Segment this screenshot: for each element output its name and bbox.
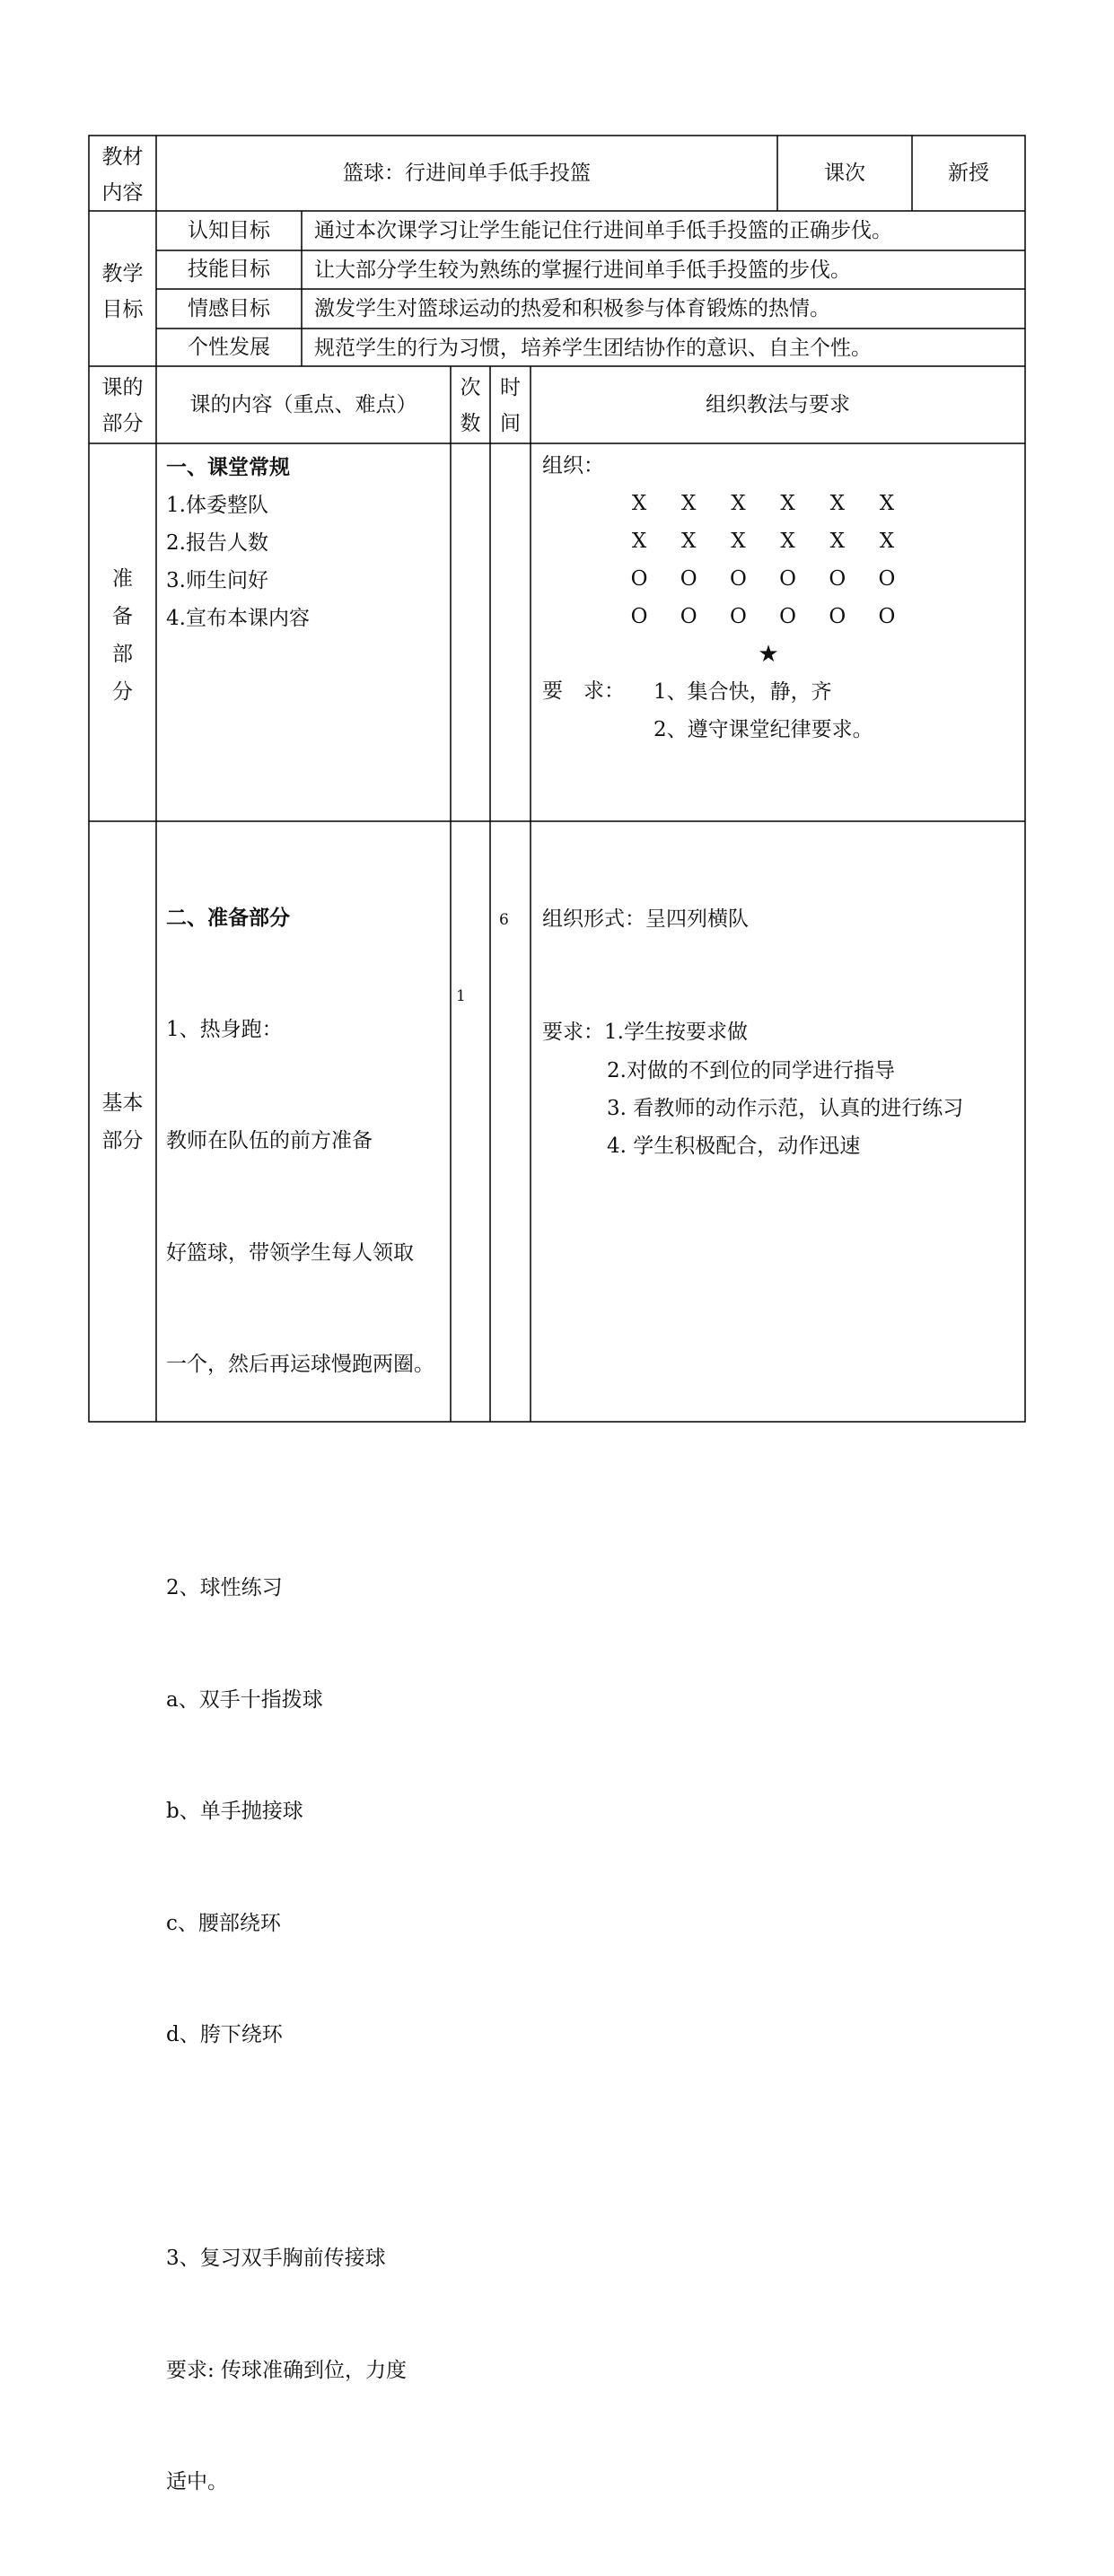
objectives-label-line: 目标 — [101, 298, 144, 321]
section1-item: 4.宣布本课内容 — [166, 607, 310, 630]
formation-mark: O — [729, 605, 747, 628]
column-header-method: 组织教法与要求 — [706, 392, 850, 416]
column-header-count-line: 数 — [460, 412, 481, 435]
section2-line: 2、球性练习 — [166, 1576, 283, 1599]
objective-label-affective: 情感目标 — [188, 296, 270, 320]
column-header-time-line: 时 — [500, 376, 521, 399]
formation-mark: X — [731, 530, 746, 553]
column-header-count-line: 次 — [460, 376, 481, 399]
section2-line: 1、热身跑： — [166, 1017, 283, 1041]
section2-line: 3、复习双手胸前传接球 — [166, 2247, 386, 2270]
section2-requirement: 3. 看教师的动作示范，认真的进行练习 — [607, 1097, 964, 1120]
section1-part-char: 准 — [112, 567, 133, 591]
formation-mark: O — [729, 567, 747, 591]
column-header-part-line: 部分 — [101, 412, 144, 435]
section1-part-char: 部 — [112, 643, 133, 666]
section2-part-label-line: 基本 — [101, 1091, 144, 1115]
formation-mark: O — [829, 567, 846, 591]
teacher-star-icon: ★ — [758, 641, 779, 668]
section1-org-label: 组织： — [542, 454, 604, 478]
section1-item: 3.师生问好 — [166, 569, 268, 592]
formation-row — [628, 486, 898, 522]
section2-line: 要求: 传球准确到位，力度 — [166, 2358, 408, 2382]
formation-row — [628, 523, 898, 560]
section2-line — [166, 1459, 449, 1496]
section2-requirement: 4. 学生积极配合，动作迅速 — [607, 1135, 861, 1158]
formation-mark: X — [879, 530, 895, 553]
formation-mark: O — [878, 567, 896, 591]
section1-requirements — [653, 673, 1013, 749]
objective-text-cognitive: 通过本次课学习让学生能记住行进间单手低手投篮的正确步伐。 — [314, 219, 892, 242]
formation-mark: O — [779, 567, 796, 591]
section2-line: 一个，然后再运球慢跑两圈。 — [166, 1353, 434, 1376]
section2-line: a、双手十指拨球 — [166, 1687, 323, 1712]
section1-item: 1.体委整队 — [166, 494, 268, 517]
column-header-time — [490, 370, 531, 442]
section2-requirements — [607, 1052, 1020, 1165]
section2-heading: 二、准备部分 — [166, 906, 290, 930]
formation-row — [628, 599, 898, 635]
section1-heading: 一、课堂常规 — [166, 455, 290, 479]
formation-mark: X — [681, 530, 697, 553]
formation-mark: X — [780, 530, 795, 553]
column-header-content: 课的内容（重点、难点） — [189, 392, 417, 416]
section2-requirement: 2.对做的不到位的同学进行指导 — [607, 1059, 895, 1082]
column-header-count — [451, 370, 490, 442]
column-header-part-line: 课的 — [101, 376, 144, 399]
formation-mark: O — [680, 605, 697, 628]
section1-part-label — [89, 560, 156, 711]
section1-part-char: 分 — [112, 680, 133, 704]
column-header-time-line: 间 — [500, 412, 521, 435]
section1-content — [166, 449, 449, 637]
objective-label-skill: 技能目标 — [188, 258, 270, 281]
formation-mark: X — [631, 530, 647, 553]
formation-mark: X — [829, 530, 845, 553]
section2-line: c、腰部绕环 — [166, 1911, 281, 1935]
section1-req-label: 要 求： — [542, 679, 625, 703]
formation-mark: X — [829, 492, 845, 515]
section2-time: 6 — [499, 911, 509, 929]
section1-item: 2.报告人数 — [166, 531, 268, 555]
objective-label-cognitive: 认知目标 — [188, 218, 270, 242]
material-label — [89, 139, 156, 211]
section1-requirement: 1、集合快，静，齐 — [653, 680, 832, 704]
material-label-line: 教材 — [101, 145, 144, 169]
lesson-type-value: 新授 — [948, 161, 989, 185]
objective-text-personality: 规范学生的行为习惯，培养学生团结协作的意识、自主个性。 — [314, 337, 872, 360]
lesson-topic: 篮球：行进间单手低手投篮 — [343, 161, 591, 185]
section2-req-first: 要求：1.学生按要求做 — [542, 1021, 748, 1044]
section2-line: 适中。 — [166, 2470, 228, 2493]
lesson-count-label: 课次 — [824, 161, 865, 185]
section2-line: d、胯下绕环 — [166, 2023, 283, 2046]
section2-line — [166, 2129, 449, 2167]
formation-mark: O — [630, 605, 648, 628]
objective-text-skill: 让大部分学生较为熟练的掌握行进间单手低手投篮的步伐。 — [314, 258, 851, 282]
formation-mark: X — [681, 492, 697, 515]
formation-mark: O — [829, 605, 846, 628]
formation-mark: X — [780, 492, 795, 515]
objectives-label — [89, 256, 156, 328]
formation-mark: X — [631, 492, 647, 515]
section2-part-label-line: 部分 — [101, 1129, 144, 1152]
section2-part-label — [89, 1084, 156, 1160]
section2-line: 好篮球，带领学生每人领取 — [166, 1240, 414, 1265]
section2-content — [166, 825, 449, 2576]
material-label-line: 内容 — [101, 181, 144, 205]
formation-mark: X — [879, 492, 895, 515]
objectives-label-line: 教学 — [101, 262, 144, 285]
column-header-part — [89, 370, 156, 442]
section1-part-char: 备 — [112, 605, 133, 628]
section2-line: b、单手抛接球 — [166, 1800, 303, 1823]
formation-mark: O — [779, 605, 796, 628]
formation-row — [628, 561, 898, 598]
formation-mark: X — [731, 492, 746, 515]
formation-mark: O — [878, 605, 896, 628]
objective-text-affective: 激发学生对篮球运动的热爱和积极参与体育锻炼的热情。 — [314, 297, 830, 320]
section1-requirement: 2、遵守课堂纪律要求。 — [653, 718, 873, 741]
section2-count: 1 — [456, 987, 466, 1005]
section2-line: 教师在队伍的前方准备 — [166, 1129, 373, 1152]
objective-label-personality: 个性发展 — [188, 335, 270, 359]
formation-mark: O — [680, 567, 697, 591]
section2-org-form: 组织形式：呈四列横队 — [542, 907, 749, 931]
formation-mark: O — [630, 567, 648, 591]
